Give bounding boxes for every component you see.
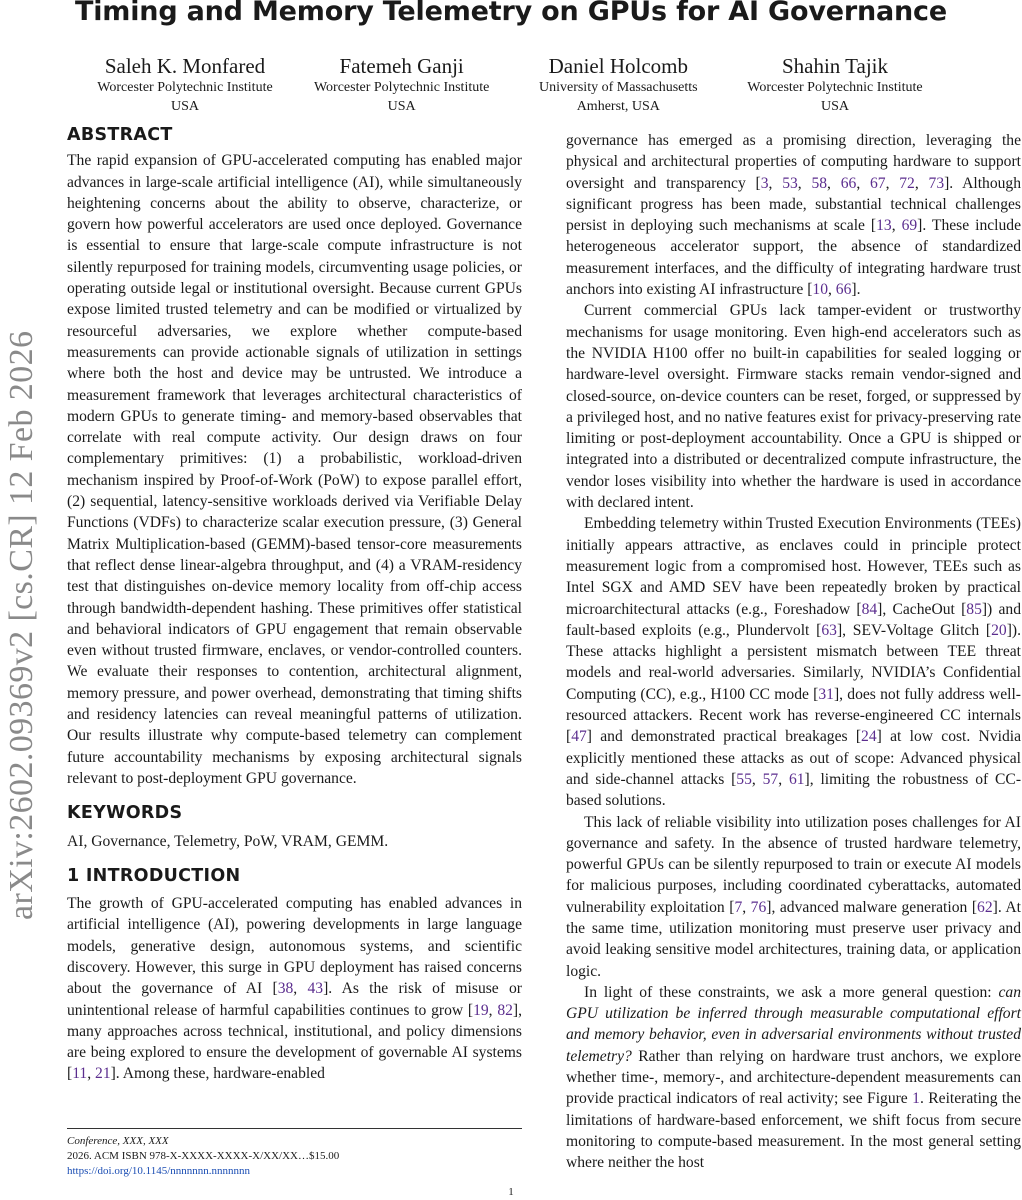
doi-link[interactable]: https://doi.org/10.1145/nnnnnnn.nnnnnnn (67, 1165, 251, 1177)
citation-link[interactable]: 73 (928, 174, 945, 192)
citation-link[interactable]: 67 (869, 174, 886, 192)
citation-link[interactable]: 10 (812, 281, 828, 299)
citation-link[interactable]: 13 (876, 217, 892, 235)
author-block (80, 54, 940, 116)
intro-paragraph: The growth of GPU-accelerated computing has enabled advances in artificial intelligence (AI), powering developments in large language models, generative design, autonomous systems, and scientific discovery. However, this surge in GPU deployment has raised concerns about the governance of AI [38, 43]. As the risk of misuse or unintentional release of harmful capabilities continues to grow [19, 82], many approaches across technical, institutional, and policy dimensions are being explored to ensure the development of governable AI systems [11, 21]. Among these, hardware-enabled (67, 895, 523, 1083)
citation-link[interactable]: 20 (991, 621, 1007, 639)
citation-link[interactable]: 55 (736, 770, 752, 788)
introduction-heading: 1 INTRODUCTION (67, 865, 241, 886)
author-affiliation: Worcester Polytechnic Institute (747, 80, 923, 95)
author (297, 54, 507, 116)
citation-link[interactable]: 66 (835, 281, 852, 299)
citation-link[interactable]: 57 (762, 770, 779, 788)
arxiv-watermark: arXiv:2602.09369v2 [cs.CR] 12 Feb 2026 (3, 330, 40, 920)
citation-link[interactable]: 66 (840, 174, 857, 192)
citation-link[interactable]: 31 (818, 685, 834, 703)
author-location: Amherst, USA (576, 99, 660, 114)
body-paragraph: In light of these constraints, we ask a more general question: can GPU utilization be inferred through measurable computational effort and memory behavior, even in adversarial environments without trusted telemetry? Rather than relying on hardware trust anchors, we explore whether time-, memory-, and architecture-dependent measurements can provide practical indicators of real activity; see Figure 1. Reiterating the limitations of hardware-based enforcement, we shift focus from secure monitoring to compute-based measurement. In the most general setting where neither the host (566, 983, 1021, 1172)
keywords-heading: KEYWORDS (67, 803, 183, 824)
citation-link[interactable]: 63 (821, 621, 837, 639)
citation-link[interactable]: 19 (473, 1001, 489, 1019)
footnote-isbn: 2026. ACM ISBN 978-X-XXXX-XXXX-X/XX/XX…$15.00 (67, 1150, 340, 1162)
citation-link[interactable]: 69 (901, 217, 918, 235)
citation-link[interactable]: 84 (861, 600, 878, 618)
citation-link[interactable]: 7 (734, 898, 743, 916)
author-name: Shahin Tajik (781, 54, 888, 78)
body-paragraph: Current commercial GPUs lack tamper-evident or trustworthy mechanisms for usage monitoring. Even high-end accelerators such as the NVIDIA H100 offer no built-in capabilities for sealed logging or hardware-level oversight. Firmware stacks remain vendor-signed and closed-source, on-device counters can be reset, forged, or suppressed by a privileged host, and no native features exist for privacy-preserving rate limiting or post-deployment accountability. Once a GPU is shipped or integrated into a distributed or decentralized compute infrastructure, the vendor loses visibility into whether the hardware is used in accordance with declared intent. (566, 302, 1021, 512)
body-paragraph: Embedding telemetry within Trusted Execution Environments (TEEs) initially appears attractive, as enclaves could in principle protect measurement logic from a compromised host. However, TEEs such as Intel SGX and AMD SEV have been repeatedly broken by practical microarchitectural attacks (e.g., Foreshadow [84], CacheOut [85]) and fault-based exploits (e.g., Plundervolt [63], SEV-Voltage Glitch [20]). These attacks highlight a persistent mismatch between TEE threat models and real-world adversaries. Similarly, NVIDIA’s Confidential Computing (CC), e.g., H100 CC mode [31], does not fully address well-resourced attackers. Recent work has reverse-engineered CC internals [47] and demonstrated practical breakages [24] at low cost. Nvidia explicitly mentioned these attacks as out of scope: Advanced physical and side-channel attacks [55, 57, 61], limiting the robustness of CC-based solutions. (566, 515, 1022, 810)
paper-title: Timing and Memory Telemetry on GPUs for AI Governance (75, 0, 947, 27)
citation-link[interactable]: 3 (760, 174, 769, 192)
citation-link[interactable]: 47 (571, 728, 587, 746)
author-location: USA (387, 99, 416, 114)
right-column (566, 130, 1021, 1174)
body-paragraph: governance has emerged as a promising direction, leveraging the physical and architectural properties of computing hardware to support oversight and transparency [3, 53, 58, 66, 67, 72, 73]. Although significant progress has been made, substantial technical challenges persist in deploying such mechanisms at scale [13, 69]. These include heterogeneous accelerator support, the absence of standardized measurement interfaces, and the difficulty of integrating hardware trust anchors into existing AI infrastructure [10, 66]. (566, 132, 1022, 299)
citation-link[interactable]: 43 (307, 980, 324, 998)
abstract-text: The rapid expansion of GPU-accelerated computing has enabled major advances in large-scale artificial intelligence (AI), while simultaneously heightening concerns about the ability to observe, characterize, or govern how powerful accelerators are used once deployed. Governance is essential to ensure that large-scale compute infrastructure is not silently repurposed for training models, circumventing usage policies, or operating outside legal or institutional oversight. Because current GPUs expose limited trusted telemetry and can be modified or virtualized by resourceful adversaries, we explore whether compute-based measurements can provide actionable signals of utilization in settings where both the host and device may be untrusted. We introduce a measurement framework that leverages architectural characteristics of modern GPUs to generate timing- and memory-based observables that correlate with real compute activity. Our design draws on four complementary primitives: (1) a probabilistic, workload-driven mechanism inspired by Proof-of-Work (PoW) to expose parallel effort, (2) sequential, latency-sensitive workloads derived via Verifiable Delay Functions (VDFs) to characterize scalar execution pressure, (3) General Matrix Multiplication-based (GEMM)-based tensor-core measurements that reflect dense linear-algebra throughput, and (4) a VRAM-residency test that distinguishes on-device memory locality from off-chip access through bandwidth-dependent hashing. These primitives offer statistical and behavioral indicators of GPU engagement that remain observable even without trusted firmware, enclaves, or vendor-controlled counters. We evaluate their responses to contention, architectural alignment, memory pressure, and power overhead, demonstrating that timing shifts and residency latencies can reveal meaningful patterns of utilization. Our results illustrate why compute-based telemetry can complement future accountability mechanisms by exposing architectural signals relevant to post-deployment GPU governance. (67, 152, 522, 787)
citation-link[interactable]: 53 (782, 174, 798, 192)
citation-link[interactable]: 82 (497, 1001, 513, 1019)
author-location: USA (170, 99, 199, 114)
footnote (67, 1128, 522, 1179)
citation-link[interactable]: 61 (788, 770, 805, 788)
page-number: 1 (508, 1186, 514, 1198)
author-affiliation: Worcester Polytechnic Institute (313, 80, 490, 95)
author-name: Fatemeh Ganji (339, 54, 464, 78)
left-column (67, 125, 522, 1085)
citation-link[interactable]: 11 (72, 1065, 88, 1083)
citation-link[interactable]: 85 (966, 600, 982, 618)
citation-link[interactable]: 76 (750, 898, 767, 916)
author-name: Daniel Holcomb (548, 54, 688, 78)
author-affiliation: Worcester Polytechnic Institute (97, 80, 273, 95)
research-question: can GPU utilization be inferred through measurable computational effort and memory behavior, even in adversarial environments without trusted telemetry? (566, 983, 1021, 1065)
citation-link[interactable]: 72 (899, 174, 915, 192)
citation-link[interactable]: 21 (95, 1065, 111, 1083)
author-name: Saleh K. Monfared (104, 54, 266, 78)
keywords-text: AI, Governance, Telemetry, PoW, VRAM, GEMM. (67, 832, 389, 850)
citation-link[interactable]: 24 (861, 728, 877, 746)
footnote-venue: Conference, XXX, XXX (67, 1135, 169, 1147)
citation-link[interactable]: 58 (811, 174, 828, 192)
author (80, 54, 290, 116)
figure-link[interactable]: 1 (912, 1090, 920, 1108)
citation-link[interactable]: 38 (277, 980, 294, 998)
citation-link[interactable]: 62 (977, 898, 993, 916)
abstract-heading: ABSTRACT (67, 125, 173, 145)
author-affiliation: University of Massachusetts (538, 80, 698, 95)
author (730, 54, 940, 116)
author (513, 54, 723, 116)
body-paragraph: This lack of reliable visibility into utilization poses challenges for AI governance and safety. In the absence of trusted hardware telemetry, powerful GPUs can be silently repurposed to train or execute AI models for malicious purposes, including coordinated cyberattacks, automated vulnerability exploitation [7, 76], advanced malware generation [62]. At the same time, utilization monitoring must preserve user privacy and avoid leaking sensitive model architectures, training data, or application logic. (566, 813, 1021, 980)
author-location: USA (820, 99, 849, 114)
